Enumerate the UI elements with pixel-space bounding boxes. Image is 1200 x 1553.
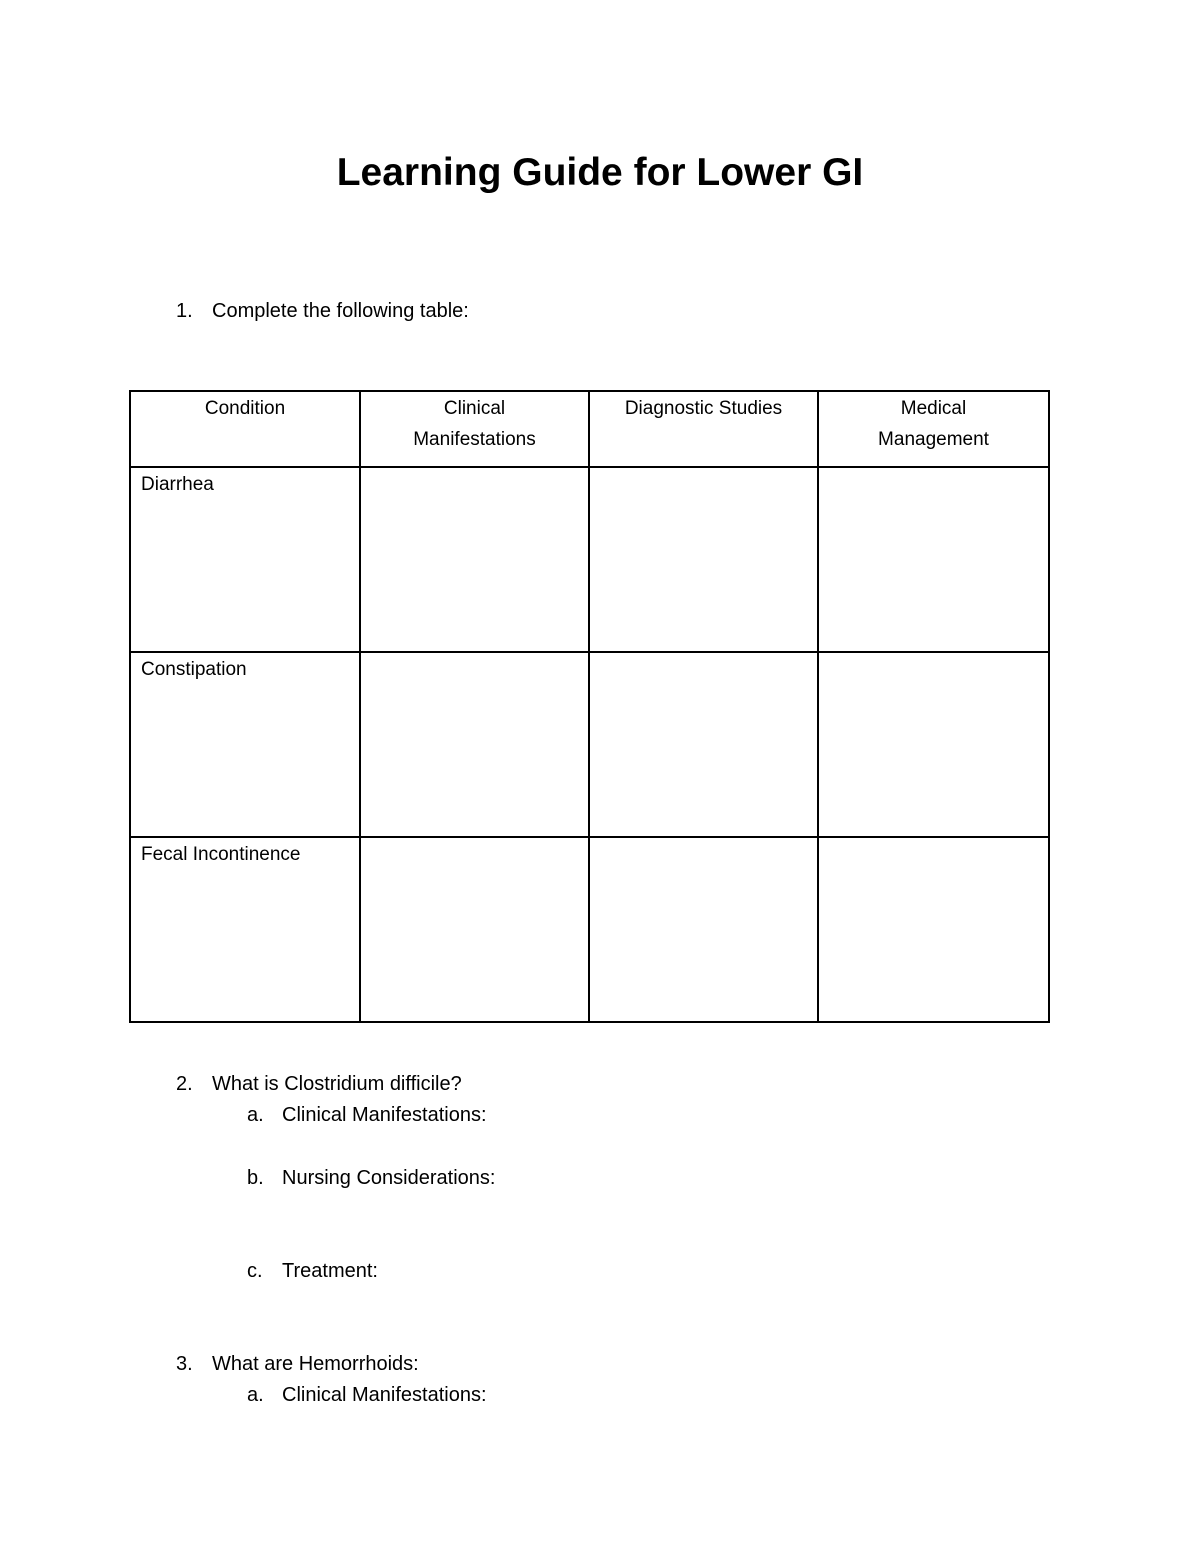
answer-cell[interactable]	[818, 652, 1049, 837]
header-condition	[130, 391, 360, 467]
answer-cell[interactable]	[360, 467, 589, 652]
answer-cell[interactable]	[818, 837, 1049, 1022]
subitem-letter: b.	[247, 1167, 264, 1189]
subitem-letter: a.	[247, 1104, 264, 1126]
header-diagnostic-studies	[589, 391, 818, 467]
subitem-text: Clinical Manifestations:	[282, 1104, 487, 1126]
header-label: Management	[878, 429, 989, 450]
subitem-text: Treatment:	[282, 1260, 378, 1282]
table-row	[130, 652, 1049, 837]
condition-cell	[130, 652, 360, 837]
condition-cell	[130, 837, 360, 1022]
conditions-table	[129, 390, 1050, 1023]
subitem-text: Clinical Manifestations:	[282, 1384, 487, 1406]
subitem-letter: a.	[247, 1384, 264, 1406]
answer-cell[interactable]	[360, 837, 589, 1022]
header-label: Clinical	[443, 398, 506, 419]
question-text: What is Clostridium difficile?	[212, 1073, 462, 1095]
header-medical-management	[818, 391, 1049, 467]
question-text: Complete the following table:	[212, 300, 469, 322]
subitem-letter: c.	[247, 1260, 263, 1282]
header-label: Condition	[204, 398, 286, 419]
subitem-text: Nursing Considerations:	[282, 1167, 496, 1189]
answer-cell[interactable]	[360, 652, 589, 837]
header-label: Manifestations	[413, 429, 536, 450]
question-text: What are Hemorrhoids:	[212, 1353, 419, 1375]
header-label: Medical	[900, 398, 967, 419]
condition-cell	[130, 467, 360, 652]
answer-cell[interactable]	[589, 837, 818, 1022]
table-row	[130, 467, 1049, 652]
condition-label: Constipation	[141, 659, 247, 680]
question-number: 2.	[176, 1073, 193, 1095]
table-header-row	[130, 391, 1049, 467]
question-number: 1.	[176, 300, 193, 322]
answer-cell[interactable]	[818, 467, 1049, 652]
page-title: Learning Guide for Lower GI	[336, 151, 864, 194]
answer-cell[interactable]	[589, 652, 818, 837]
condition-label: Fecal Incontinence	[141, 844, 301, 865]
header-label: Diagnostic Studies	[624, 398, 783, 419]
header-clinical-manifestations	[360, 391, 589, 467]
condition-label: Diarrhea	[141, 474, 214, 495]
table-row	[130, 837, 1049, 1022]
question-number: 3.	[176, 1353, 193, 1375]
answer-cell[interactable]	[589, 467, 818, 652]
